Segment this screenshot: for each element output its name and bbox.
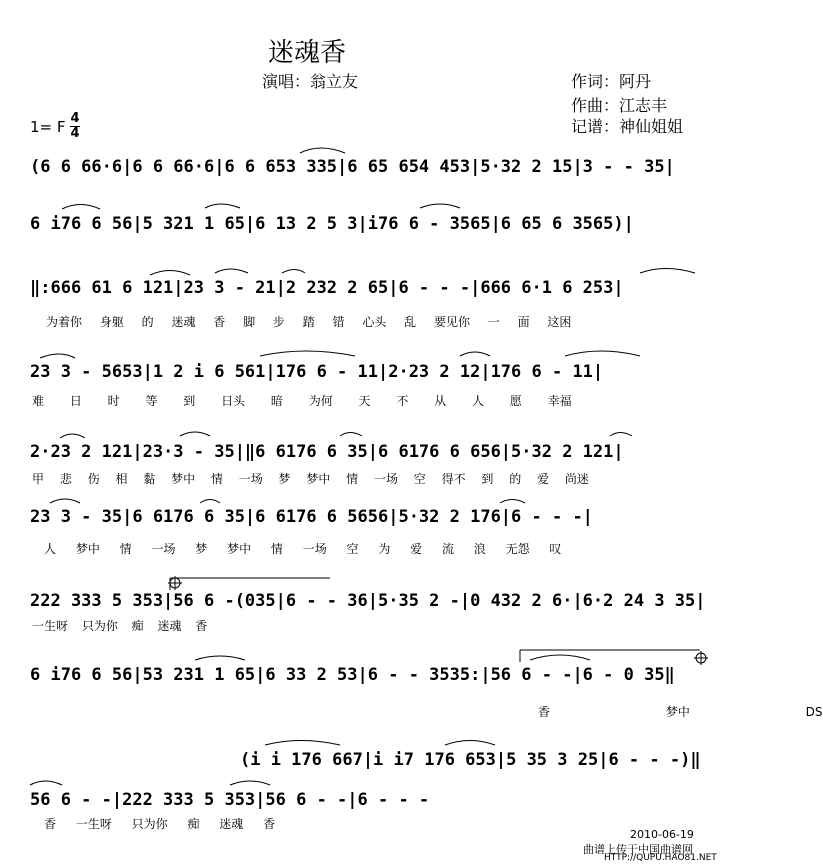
slur-icon <box>40 354 75 358</box>
slur-icon <box>60 434 85 438</box>
slur-icon <box>195 656 245 660</box>
lyricist-credit: 作词：阿丹 <box>571 72 652 91</box>
slur-icon <box>180 432 210 436</box>
notation-row-3: ‖:666 61 6 121|23 3 - 21|2 232 2 65|6 - - -|666 6·1 6 253| <box>30 278 624 298</box>
lyrics-row-4: 难 日 时 等 到 日头 暗 为何 天 不 从 人 愿 幸福 <box>32 394 572 408</box>
slur-icon <box>445 741 495 746</box>
notation-row-5: 2·23 2 121|23·3 - 35|‖6 6176 6 35|6 6176 6 656|5·32 2 121| <box>30 442 624 462</box>
notation-row-1: (6 6 66·6|6 6 66·6|6 6 653 335|6 65 654 453|5·32 2 15|3 - - 35| <box>30 157 675 177</box>
slur-icon <box>62 205 100 210</box>
composer-credit: 作曲：江志丰 <box>571 96 668 115</box>
footer-url: HTTP://QUPU.HAO81.NET <box>604 853 717 863</box>
key-signature: 1= F <box>30 118 66 136</box>
slur-icon <box>50 499 80 503</box>
lyrics-row-6: 人 梦中 情 一场 梦 梦中 情 一场 空 为 爱 流 浪 无怨 叹 <box>44 542 562 556</box>
slur-icon <box>420 204 460 208</box>
slur-icon <box>565 351 640 356</box>
slur-icon <box>500 500 525 504</box>
lyrics-row-5: 甲 悲 伤 相 黏 梦中 情 一场 梦 梦中 情 一场 空 得不 到 的 爱 尚迷 <box>32 472 589 486</box>
lyrics-row-10: 香 一生呀 只为你 痴 迷魂 香 <box>44 817 276 831</box>
transcriber-credit: 记谱：神仙姐姐 <box>571 117 684 136</box>
slur-icon <box>230 781 270 785</box>
slur-icon <box>260 351 355 356</box>
notation-row-10: 56 6 - -|222 333 5 353|56 6 - -|6 - - - <box>30 790 430 810</box>
notation-row-2: 6 i76 6 56|5 321 1 65|6 13 2 5 3|i76 6 - 3565|6 65 6 3565)| <box>30 214 634 234</box>
singer-credit: 演唱：翁立友 <box>262 72 359 91</box>
slur-icon <box>200 500 220 504</box>
lyrics-row-7: 一生呀 只为你 痴 迷魂 香 <box>32 619 208 633</box>
slur-icon <box>530 655 590 660</box>
song-title: 迷魂香 <box>268 38 347 68</box>
meter-bottom: 4 <box>70 126 80 141</box>
slur-icon <box>265 741 340 746</box>
footer-date: 2010-06-19 <box>630 828 694 841</box>
slur-icon <box>300 148 345 153</box>
slur-icon <box>460 352 490 356</box>
slur-icon <box>30 781 62 785</box>
slur-icon <box>340 433 362 437</box>
slur-icon <box>150 271 190 276</box>
meter-top: 4 <box>70 111 80 126</box>
notation-row-7: 222 333 5 353|56 6 -(035|6 - - 36|5·35 2 -|0 432 2 6·|6·2 24 3 35| <box>30 591 706 611</box>
lyrics-row-8: 香 梦中 DS <box>538 705 823 719</box>
slur-icon <box>640 269 695 274</box>
notation-row-9: (i i 176 667|i i7 176 653|5 35 3 25|6 - - -)‖ <box>240 750 701 770</box>
lyrics-row-3: 为着你 身躯 的 迷魂 香 脚 步 踏 错 心头 乱 要见你 一 面 这困 <box>46 315 572 329</box>
slur-icon <box>215 269 248 273</box>
slur-icon <box>610 433 632 437</box>
slur-icon <box>205 204 240 208</box>
notation-row-6: 23 3 - 35|6 6176 6 35|6 6176 6 5656|5·32 2 176|6 - - -| <box>30 507 593 527</box>
notation-row-8: 6 i76 6 56|53 231 1 65|6 33 2 53|6 - - 3535:|56 6 - -|6 - 0 35‖ <box>30 665 675 685</box>
slur-icon <box>282 270 305 274</box>
notation-row-4: 23 3 - 5653|1 2 i 6 561|176 6 - 11|2·23 2 12|176 6 - 11| <box>30 362 604 382</box>
footer-upload-note: 曲谱上传于中国曲谱网 <box>583 843 693 856</box>
